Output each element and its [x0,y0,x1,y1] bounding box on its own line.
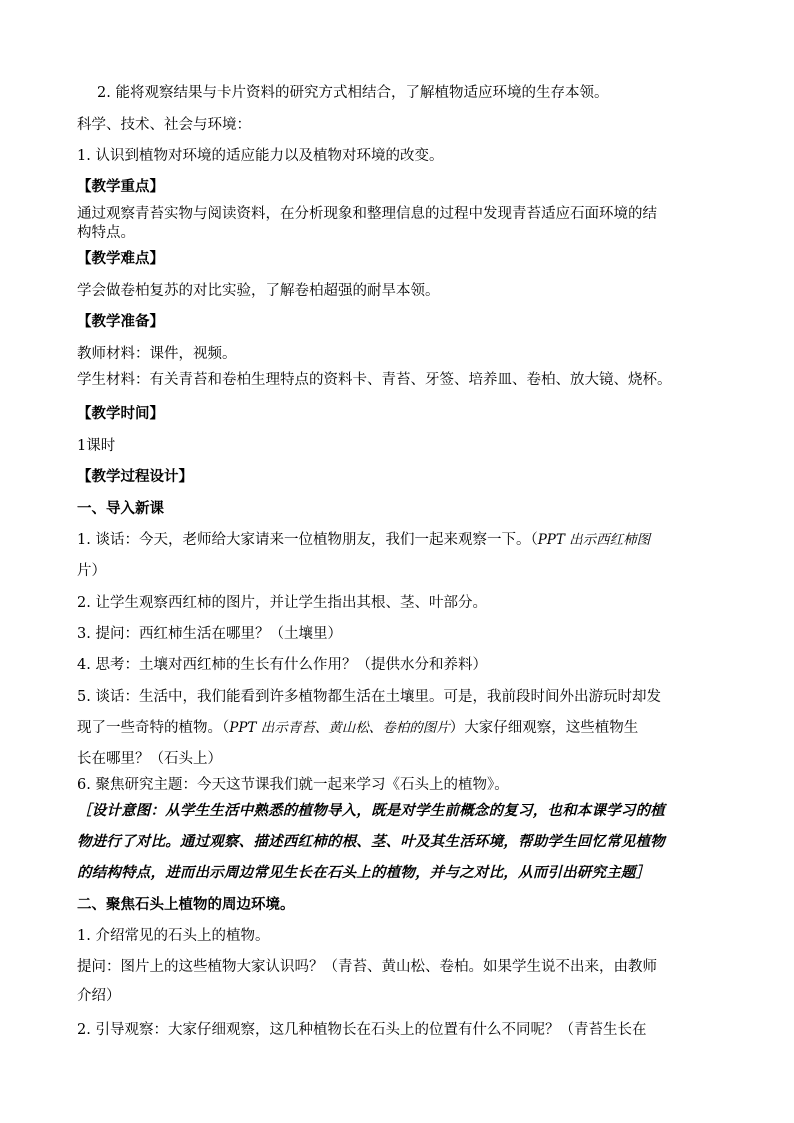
key-points-heading: 【教学重点】 [77,178,164,195]
section-1-heading: 一、导入新课 [77,500,164,517]
student-materials: 学生材料：有关青苔和卷柏生理特点的资料卡、青苔、牙签、培养皿、卷柏、放大镜、烧杯。 [77,372,672,388]
time-heading: 【教学时间】 [77,405,164,422]
step-1-line-2: 片） [77,563,106,579]
step-5-text-a: 现了一些奇特的植物。（ [77,720,230,736]
sts-item-1: 1. 认识到植物对环境的适应能力以及植物对环境的改变。 [77,148,444,164]
question-1: 提问：图片上的这些植物大家认识吗？（青苔、黄山松、卷柏。如果学生说不出来，由教师 [77,959,657,975]
objective-2: 2. 能将观察结果与卡片资料的研究方式相结合，了解植物适应环境的生存本领。 [97,85,609,101]
key-points-text-2: 构特点。 [77,225,135,241]
process-heading: 【教学过程设计】 [77,468,193,485]
intro-plants: 1. 介绍常见的石头上的植物。 [77,928,270,944]
step-1-line-1 [77,531,650,549]
design-intent-1: ［设计意图：从学生生活中熟悉的植物导入，既是对学生前概念的复习，也和本课学习的植 [77,802,665,819]
ppt-note-tomato: PPT 出示西红柿图 [537,532,651,548]
step-5-line-3: 长在哪里？（石头上） [77,751,222,767]
difficulty-text: 学会做卷柏复苏的对比实验，了解卷柏超强的耐旱本领。 [77,283,440,299]
sts-heading: 科学、技术、社会与环境： [77,117,251,133]
time-text: 1课时 [77,438,116,454]
step-5-line-2 [77,719,638,737]
design-intent-2: 物进行了对比。通过观察、描述西红柿的根、茎、叶及其生活环境，帮助学生回忆常见植物 [77,833,665,850]
step-2: 2. 让学生观察西红柿的图片，并让学生指出其根、茎、叶部分。 [77,595,487,611]
step-4: 4. 思考：土壤对西红柿的生长有什么作用？（提供水分和养料） [77,657,487,673]
section-2-heading: 二、聚焦石头上植物的周边环境。 [77,896,295,913]
question-1-cont: 介绍） [77,988,121,1004]
key-points-text-1: 通过观察青苔实物与阅读资料，在分析现象和整理信息的过程中发现青苔适应石面环境的结 [77,206,657,222]
teacher-materials: 教师材料：课件，视频。 [77,346,237,362]
design-intent-3: 的结构特点，进而出示周边常见生长在石头上的植物，并与之对比，从而引出研究主题］ [77,864,651,881]
difficulty-heading: 【教学难点】 [77,250,164,267]
step-1-text: 1. 谈话：今天，老师给大家请来一位植物朋友，我们一起来观察一下。（ [77,532,538,548]
ppt-note-plants: PPT 出示青苔、黄山松、卷柏的图片 [229,720,450,736]
step-5-text-b: ）大家仔细观察，这些植物生 [449,720,639,736]
step-3: 3. 提问：西红柿生活在哪里？（土壤里） [77,626,342,642]
step-6: 6. 聚焦研究主题：今天这节课我们就一起来学习《石头上的植物》。 [77,777,509,793]
step-5-line-1: 5. 谈话：生活中，我们能看到许多植物都生活在土壤里。可是，我前段时间外出游玩时却发 [77,689,661,705]
guide-observe: 2. 引导观察：大家仔细观察，这几种植物长在石头上的位置有什么不同呢？（青苔生长在 [77,1022,647,1038]
preparation-heading: 【教学准备】 [77,313,164,330]
